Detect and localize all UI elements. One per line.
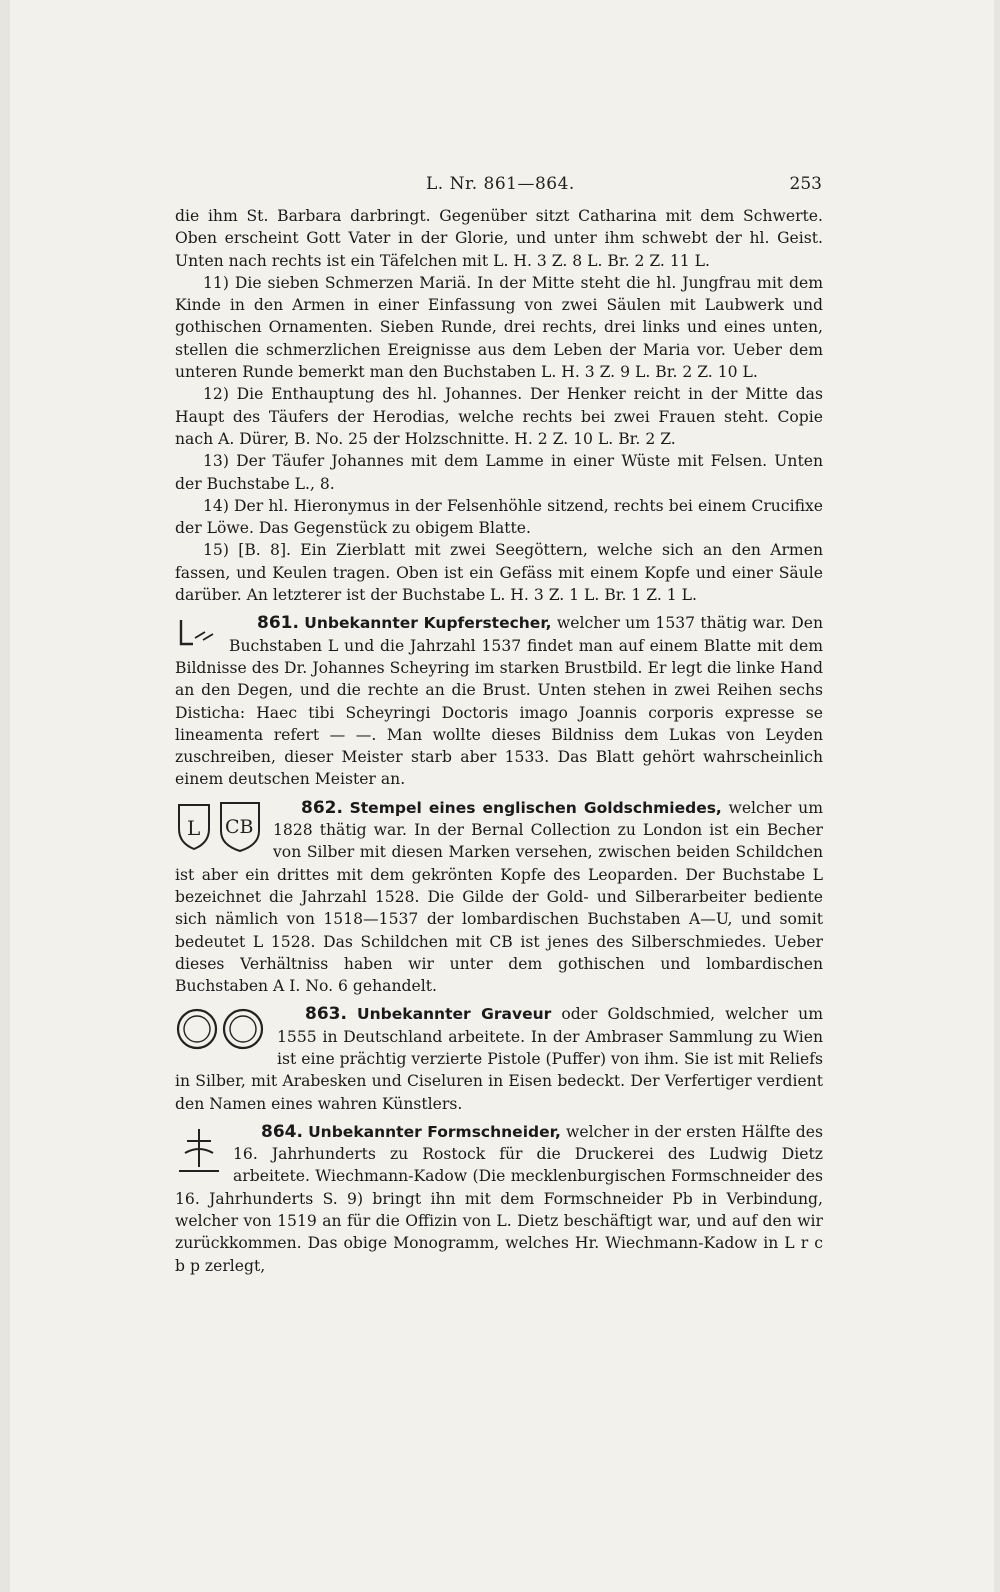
- paragraph: 11) Die sieben Schmerzen Mariä. In der Mitte steht die hl. Jungfrau mit dem Kinde in den Armen in einer Einfassung von zwei Säulen mit Laubwerk und gothischen Ornamenten. Sieben Runde, drei rechts, drei links und eines unten, stellen die schmerzlichen Ereignisse aus dem Leben der Maria vor. Ueber dem unteren Runde bemerkt man den Buchstaben L. H. 3 Z. 9 L. Br. 2 Z. 10 L.: [175, 273, 823, 382]
- entry-864: [175, 1121, 823, 1277]
- entry-text: welcher in der ersten Hälfte des 16. Jahrhunderts zu Rostock für die Druckerei des Ludwig Dietz arbeitete. Wiechmann-Kadow (Die mecklenburgischen Formschneider des 16. Jahrhunderts S. 9) bringt ihn mit dem Formschneider Pb in Verbindung, welcher von 1519 an für die Offizin von L. Dietz beschäftigt war, und auf den wir zurückkommen. Das obige Monogramm, welches Hr. Wiechmann-Kadow in L r c b p zerlegt,: [175, 1122, 823, 1275]
- paragraph: 12) Die Enthauptung des hl. Johannes. Der Henker reicht in der Mitte das Haupt des Täufers der Herodias, welche rechts bei zwei Frauen steht. Copie nach A. Dürer, B. No. 25 der Holzschnitte. H. 2 Z. 10 L. Br. 2 Z.: [175, 385, 823, 448]
- page-body: [175, 205, 823, 1277]
- svg-text:CB: CB: [225, 815, 254, 838]
- entry-863: [175, 1003, 823, 1114]
- entry-title: Unbekannter Formschneider,: [308, 1122, 561, 1141]
- entry-title: Stempel eines englischen Goldschmiedes,: [349, 798, 722, 817]
- entry-861: [175, 612, 823, 790]
- entry-text: oder Goldschmied, welcher um 1555 in Deutschland arbeitete. In der Ambraser Sammlung zu Wien ist eine prächtig verzierte Pistole (Puffer) von ihm. Sie ist mit Reliefs in Silber, mit Arabesken und Ciseluren in Eisen bedeckt. Der Verfertiger verdient den Namen eines wahren Künstlers.: [175, 1005, 824, 1113]
- entry-text: welcher um 1537 thätig war. Den Buchstaben L und die Jahrzahl 1537 findet man auf einem Blatte mit dem Bildnisse des Dr. Johannes Scheyring im starken Brustbild. Er legt die linke Hand an den Degen, und die rechte an die Brust. Unten stehen in zwei Reihen sechs Disticha: Haec tibi Scheyringi Doctoris imago Joannis corporis expresse se lineamenta refert — —. Man wollte dieses Bildniss dem Lukas von Leyden zuschreiben, dieser Meister starb aber 1533. Das Blatt gehört wahrscheinlich einem deutschen Meister an.: [175, 614, 823, 789]
- l-monogram-icon: [175, 614, 219, 652]
- shields-icon: [175, 799, 263, 855]
- page-header: [10, 174, 994, 204]
- entry-number: 864.: [261, 1121, 303, 1142]
- running-head: L. Nr. 861—864.: [426, 174, 575, 194]
- paragraph: die ihm St. Barbara darbringt. Gegenüber sitzt Catharina mit dem Schwerte. Oben erscheint Gott Vater in der Glorie, und unter ihm schwebt der hl. Geist. Unten nach rechts ist ein Täfelchen mit L. H. 3 Z. 8 L. Br. 2 Z. 11 L.: [175, 207, 823, 270]
- paragraph: 15) [B. 8]. Ein Zierblatt mit zwei Seegöttern, welche sich an den Armen fassen, und Keulen tragen. Oben ist ein Gefäss mit einem Kopfe und einer Säule darüber. An letzterer ist der Buchstabe L. H. 3 Z. 1 L. Br. 1 Z. 1 L.: [175, 541, 823, 605]
- book-page: [10, 0, 994, 1592]
- entry-title: Unbekannter Kupferstecher,: [304, 614, 552, 633]
- entry-title: Unbekannter Graveur: [357, 1005, 552, 1024]
- entry-text: welcher um 1828 thätig war. In der Bernal Collection zu London ist ein Becher von Silber mit diesen Marken versehen, zwischen beiden Schildchen ist aber ein drittes mit dem gekrönten Kopfe des Leoparden. Der Buchstabe L bezeichnet die Jahrzahl 1528. Die Gilde der Gold- und Silberarbeiter bediente sich nämlich von 1518—1537 der lombardischen Buchstaben A—U, und somit bedeutet L 1528. Das Schildchen mit CB ist jenes des Silberschmiedes. Ueber dieses Verhältniss haben wir unter dem gothischen und lombardischen Buchstaben A I. No. 6 gehandelt.: [175, 798, 823, 996]
- formschneider-monogram-icon: [175, 1123, 223, 1179]
- entry-862: [175, 797, 823, 998]
- round-stamps-icon: [175, 1005, 267, 1053]
- entry-number: 861.: [257, 613, 299, 634]
- page-number: 253: [789, 174, 822, 194]
- svg-text:L: L: [187, 815, 201, 840]
- paragraph: 13) Der Täufer Johannes mit dem Lamme in einer Wüste mit Felsen. Unten der Buchstabe L., 8.: [175, 452, 823, 493]
- entry-number: 863.: [305, 1004, 347, 1025]
- paragraph: 14) Der hl. Hieronymus in der Felsenhöhle sitzend, rechts bei einem Crucifixe der Löwe. Das Gegenstück zu obigem Blatte.: [175, 496, 823, 538]
- entry-number: 862.: [301, 797, 343, 818]
